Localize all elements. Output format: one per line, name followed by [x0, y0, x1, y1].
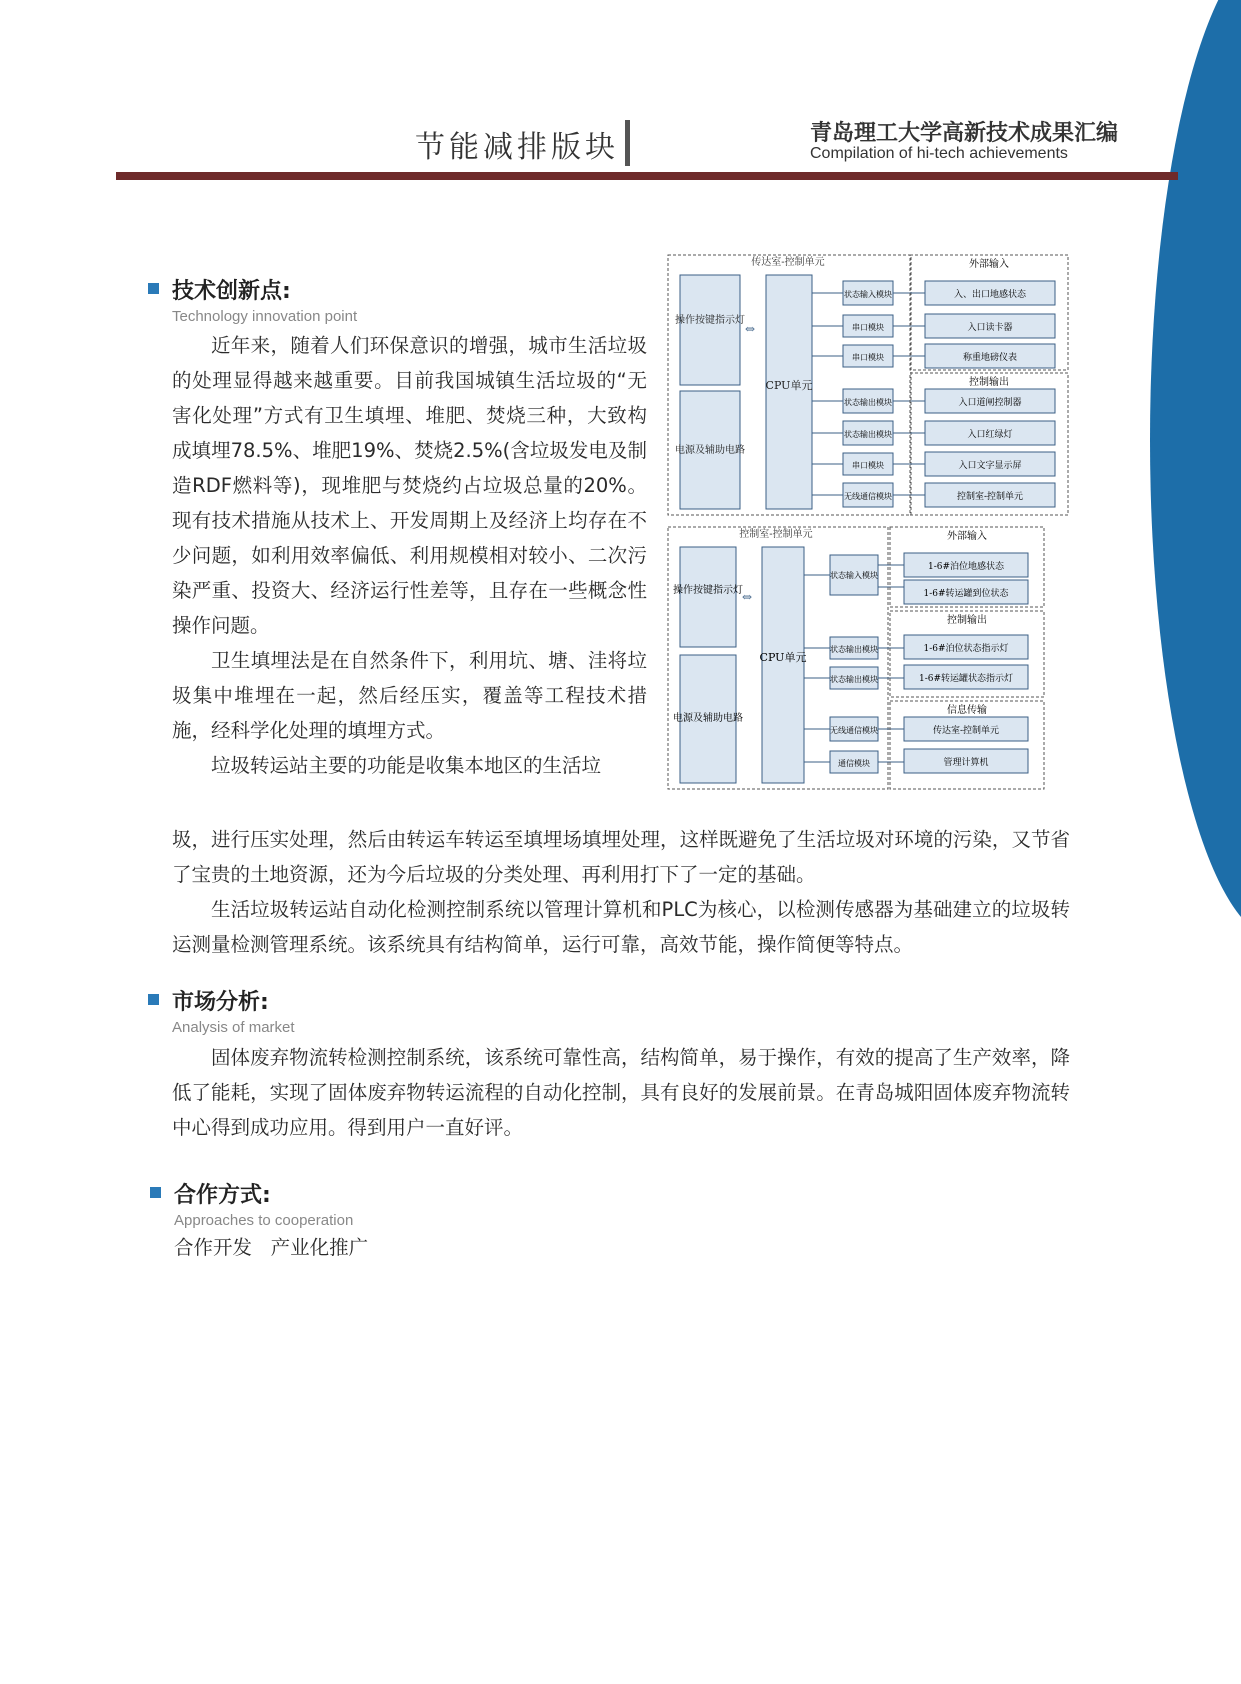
innovation-text-full [172, 822, 1070, 962]
d2-module-1-label: 状态输入模块 [830, 571, 878, 580]
innovation-paragraph-4: 生活垃圾转运站自动化检测控制系统以管理计算机和PLC为核心，以检测传感器为基础建立的垃圾转运测量检测管理系统。该系统具有结构简单，运行可靠，高效节能，操作简便等特点。 [172, 898, 1070, 956]
innovation-paragraph-3a: 垃圾转运站主要的功能是收集本地区的生活垃 [211, 754, 602, 777]
cooperation-title: 合作方式: [174, 1183, 271, 1208]
d1-device-6-label: 入口文字显示屏 [958, 461, 1022, 471]
d2-device-5-label: 传达室-控制单元 [932, 726, 1000, 736]
d1-bus-arrow-icon: ⇔ [744, 322, 756, 336]
d2-op-box [680, 547, 736, 647]
d2-device-3-label: 1-6#泊位状态指示灯 [923, 644, 1009, 654]
d2-title: 控制室-控制单元 [739, 529, 813, 540]
d1-ctrl-out-label: 控制输出 [969, 377, 1009, 388]
d1-device-5-label: 入口红绿灯 [967, 430, 1013, 440]
d1-module-7-label: 无线通信模块 [844, 492, 892, 501]
header-divider [625, 120, 630, 166]
d1-device-4-label: 入口道闸控制器 [958, 398, 1022, 408]
d2-info-label: 信息传输 [947, 705, 987, 716]
market-subtitle: Analysis of market [172, 1019, 295, 1036]
diagram-1 [668, 255, 1068, 515]
section-title: 节能减排版块 [415, 130, 619, 165]
publication-title-cn: 青岛理工大学高新技术成果汇编 [810, 121, 1119, 146]
d2-ctrl-out-label: 控制输出 [947, 615, 987, 626]
d2-module-2-label: 状态输出模块 [830, 645, 878, 654]
d2-cpu-label: CPU单元 [759, 651, 807, 664]
d2-device-6-label: 管理计算机 [943, 758, 989, 768]
d2-bus-arrow-icon: ⇔ [741, 590, 753, 604]
d2-cpu-box [762, 547, 804, 783]
innovation-paragraph-2: 卫生填埋法是在自然条件下，利用坑、塘、洼将垃圾集中堆埋在一起，然后经压实，覆盖等工程技术措施，经科学化处理的填埋方式。 [172, 649, 647, 742]
d1-module-6-label: 串口模块 [852, 461, 884, 470]
d2-op-label: 操作按键指示灯 [673, 585, 743, 596]
d2-module-3-label: 状态输出模块 [830, 675, 878, 684]
market-text [172, 1040, 1070, 1145]
cooperation-subtitle: Approaches to cooperation [174, 1212, 354, 1229]
diagram-2 [668, 527, 1044, 789]
d1-device-2-label: 入口读卡器 [967, 323, 1013, 333]
decorative-blue-arc [1150, 0, 1241, 940]
d1-device-1-label: 入、出口地感状态 [953, 290, 1027, 300]
bullet-square-icon [150, 1187, 161, 1198]
d2-module-5-label: 通信模块 [838, 759, 870, 768]
bullet-square-icon [148, 994, 159, 1005]
innovation-subtitle: Technology innovation point [172, 308, 358, 325]
publication-title-en: Compilation of hi-tech achievements [810, 145, 1068, 162]
innovation-text-column [172, 328, 647, 783]
d1-module-3-label: 串口模块 [852, 353, 884, 362]
d1-power-label: 电源及辅助电路 [675, 445, 745, 456]
d1-module-2-label: 串口模块 [852, 323, 884, 332]
d2-device-1-label: 1-6#泊位地感状态 [927, 562, 1005, 572]
bullet-square-icon [148, 283, 159, 294]
cooperation-text: 合作开发 产业化推广 [174, 1236, 369, 1259]
d1-cpu-label: CPU单元 [765, 379, 813, 392]
d1-title: 传达室-控制单元 [751, 257, 825, 268]
market-title: 市场分析: [172, 990, 269, 1015]
innovation-paragraph-3b: 圾，进行压实处理，然后由转运车转运至填埋场填埋处理，这样既避免了生活垃圾对环境的污染，又节省了宝贵的土地资源，还为今后垃圾的分类处理、再利用打下了一定的基础。 [172, 828, 1070, 886]
innovation-title: 技术创新点: [172, 279, 291, 304]
d2-device-4-label: 1-6#转运罐状态指示灯 [918, 674, 1014, 684]
d1-cpu-box [766, 275, 812, 509]
d2-device-2-label: 1-6#转运罐到位状态 [923, 589, 1009, 599]
header-rule [116, 172, 1178, 180]
d1-device-3-label: 称重地磅仪表 [962, 353, 1018, 363]
d1-ext-in-label: 外部输入 [969, 259, 1009, 270]
d2-power-label: 电源及辅助电路 [673, 713, 743, 724]
d2-ext-in-label: 外部输入 [947, 531, 987, 542]
d1-module-1-label: 状态输入模块 [844, 290, 892, 299]
market-paragraph-1: 固体废弃物流转检测控制系统，该系统可靠性高，结构简单，易于操作，有效的提高了生产效率，降低了能耗，实现了固体废弃物转运流程的自动化控制，具有良好的发展前景。在青岛城阳固体废弃物流转中心得到成功应用。得到用户一直好评。 [172, 1046, 1070, 1139]
d1-device-7-label: 控制室-控制单元 [956, 492, 1024, 502]
d1-op-box [680, 275, 740, 385]
d1-module-4-label: 状态输出模块 [844, 398, 892, 407]
innovation-paragraph-1: 近年来，随着人们环保意识的增强，城市生活垃圾的处理显得越来越重要。目前我国城镇生活垃圾的“无害化处理”方式有卫生填埋、堆肥、焚烧三种，大致构成填埋78.5%、堆肥19%、焚烧2.5%(含垃圾发电及制造RDF燃料等)，现堆肥与焚烧约占垃圾总量的20%。现有技术措施从技术上、开发周期上及经济上均存在不少问题，如利用效率偏低、利用规模相对较小、二次污染严重、投资大、经济运行性差等，且存在一些概念性操作问题。 [172, 334, 647, 637]
control-system-block-diagram [666, 253, 1071, 793]
d1-op-label: 操作按键指示灯 [675, 315, 745, 326]
d1-module-5-label: 状态输出模块 [844, 430, 892, 439]
d2-module-4-label: 无线通信模块 [830, 726, 878, 735]
